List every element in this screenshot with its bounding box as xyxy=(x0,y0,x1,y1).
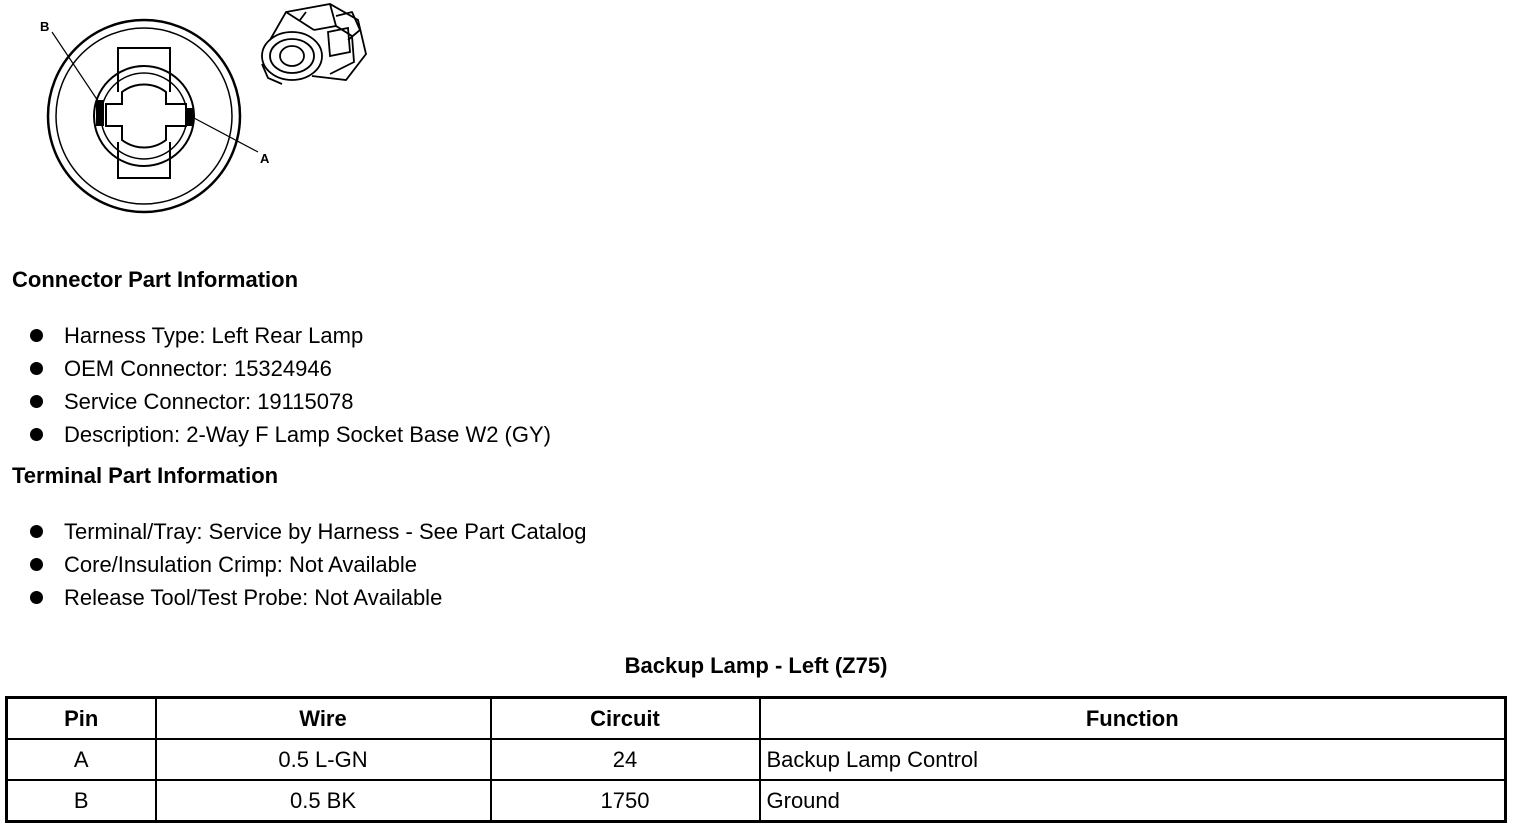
bullet-icon xyxy=(30,591,43,604)
list-item xyxy=(28,319,551,352)
callout-a-label: A xyxy=(260,151,270,166)
service-connector-text: Service Connector: 19115078 xyxy=(64,389,354,414)
bullet-icon xyxy=(30,558,43,571)
bullet-icon xyxy=(30,525,43,538)
circuit-cell: 24 xyxy=(491,739,760,780)
oem-connector-text: OEM Connector: 15324946 xyxy=(64,356,332,381)
terminal-part-info-list xyxy=(28,515,587,614)
circuit-cell: 1750 xyxy=(491,780,760,822)
bullet-icon xyxy=(30,428,43,441)
bullet-icon xyxy=(30,395,43,408)
list-item xyxy=(28,385,551,418)
crimp-text: Core/Insulation Crimp: Not Available xyxy=(64,552,417,577)
list-item xyxy=(28,418,551,451)
list-item xyxy=(28,352,551,385)
wire-cell: 0.5 BK xyxy=(156,780,491,822)
lamp-socket-icon xyxy=(262,4,366,84)
pin-table xyxy=(5,696,1507,823)
circuit-column-header: Circuit xyxy=(491,698,760,740)
list-item xyxy=(28,515,587,548)
wire-cell: 0.5 L-GN xyxy=(156,739,491,780)
table-row xyxy=(7,780,1506,822)
function-cell: Backup Lamp Control xyxy=(760,739,1506,780)
connector-diagram xyxy=(30,0,390,220)
function-cell: Ground xyxy=(760,780,1506,822)
connector-part-info-heading: Connector Part Information xyxy=(12,267,299,292)
connector-part-info-list xyxy=(28,319,551,451)
terminal-part-info-heading: Terminal Part Information xyxy=(12,463,279,488)
pin-cell: A xyxy=(7,739,156,780)
description-text: Description: 2-Way F Lamp Socket Base W2 (GY) xyxy=(64,422,551,447)
callout-b-label: B xyxy=(40,19,50,34)
list-item xyxy=(28,581,587,614)
terminal-tray-text: Terminal/Tray: Service by Harness - See Part Catalog xyxy=(64,519,587,544)
bullet-icon xyxy=(30,329,43,342)
harness-type-text: Harness Type: Left Rear Lamp xyxy=(64,323,364,348)
list-item xyxy=(28,548,587,581)
pin-table-caption: Backup Lamp - Left (Z75) xyxy=(624,653,888,678)
pin-cell: B xyxy=(7,780,156,822)
table-header-row xyxy=(7,698,1506,740)
wire-column-header: Wire xyxy=(156,698,491,740)
release-tool-text: Release Tool/Test Probe: Not Available xyxy=(64,585,443,610)
pin-column-header: Pin xyxy=(7,698,156,740)
bullet-icon xyxy=(30,362,43,375)
table-row xyxy=(7,739,1506,780)
function-column-header: Function xyxy=(760,698,1506,740)
